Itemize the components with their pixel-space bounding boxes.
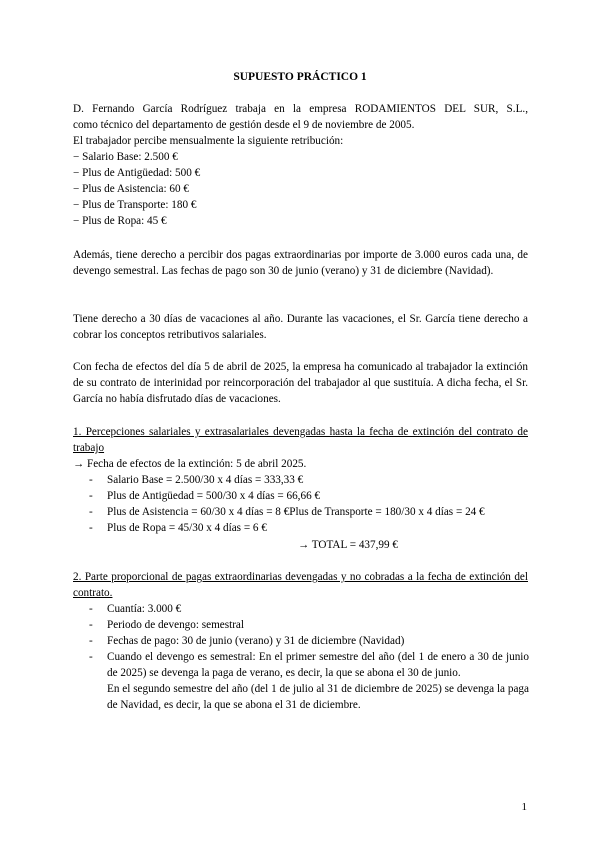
list-item-continuation: En el segundo semestre del año (del 1 de julio al 31 de diciembre de 2025) se devenga la paga de Navidad, es decir, la que se abona el 31 de diciembre. xyxy=(107,683,529,711)
intro-block xyxy=(73,101,528,229)
paragraph-termination: Con fecha de efectos del día 5 de abril de 2025, la empresa ha comunicado al trabajador la extinción de su contrato de interinidad por reincorporación del trabajador al que sustituía. A dicha fecha, el Sr. García no había disfrutado días de vacaciones. xyxy=(73,361,528,405)
section-1-total: → TOTAL = 437,99 € xyxy=(298,539,398,551)
section-2 xyxy=(73,569,528,601)
list-item: - Plus de Asistencia = 60/30 x 4 días = 8 €Plus de Transporte = 180/30 x 4 días = 24 € xyxy=(89,506,485,518)
section-1-heading: 1. Percepciones salariales y extrasalariales devengadas hasta la fecha de extinción del contrato de trabajo xyxy=(73,426,528,454)
list-item: - Plus de Antigüedad = 500/30 x 4 días = 66,66 € xyxy=(89,490,321,502)
list-item: - Periodo de devengo: semestral xyxy=(89,619,245,631)
section-1-list xyxy=(89,472,529,536)
section-1 xyxy=(73,424,528,472)
intro-line: como técnico del departamento de gestión desde el 9 de noviembre de 2005. xyxy=(73,119,415,131)
salary-item: − Plus de Asistencia: 60 € xyxy=(73,183,190,195)
intro-line: El trabajador percibe mensualmente la siguiente retribución: xyxy=(73,135,344,147)
paragraph-extra-pay: Además, tiene derecho a percibir dos pagas extraordinarias por importe de 3.000 euros cada una, de devengo semestral. Las fechas de pago son 30 de junio (verano) y 31 de diciembre (Navidad). xyxy=(73,249,528,277)
termination-date-line: → Fecha de efectos de la extinción: 5 de abril 2025. xyxy=(73,458,307,470)
list-item: - Salario Base = 2.500/30 x 4 días = 333,33 € xyxy=(89,474,304,486)
paragraph-vacations: Tiene derecho a 30 días de vacaciones al año. Durante las vacaciones, el Sr. García tiene derecho a cobrar los conceptos retributivos salariales. xyxy=(73,313,528,341)
list-item: - Fechas de pago: 30 de junio (verano) y 31 de diciembre (Navidad) xyxy=(89,635,405,647)
salary-item: − Salario Base: 2.500 € xyxy=(73,151,178,163)
salary-item: − Plus de Ropa: 45 € xyxy=(73,215,167,227)
list-item: - Cuando el devengo es semestral: En el primer semestre del año (del 1 de enero a 30 de junio de 2025) se devenga la paga de verano, es decir, la que se abona el 30 de junio. xyxy=(89,651,529,679)
section-2-list xyxy=(89,601,529,713)
page-title: SUPUESTO PRÁCTICO 1 xyxy=(233,71,367,83)
list-item: - Cuantía: 3.000 € xyxy=(89,603,182,615)
salary-item: − Plus de Transporte: 180 € xyxy=(73,199,197,211)
list-item: - Plus de Ropa = 45/30 x 4 días = 6 € xyxy=(89,522,267,534)
page-number: 1 xyxy=(521,801,527,813)
salary-item: − Plus de Antigüedad: 500 € xyxy=(73,167,201,179)
intro-line: D. Fernando García Rodríguez trabaja en la empresa RODAMIENTOS DEL SUR, S.L., xyxy=(73,103,528,115)
section-2-heading: 2. Parte proporcional de pagas extraordinarias devengadas y no cobradas a la fecha de extinción del contrato. xyxy=(73,571,528,599)
